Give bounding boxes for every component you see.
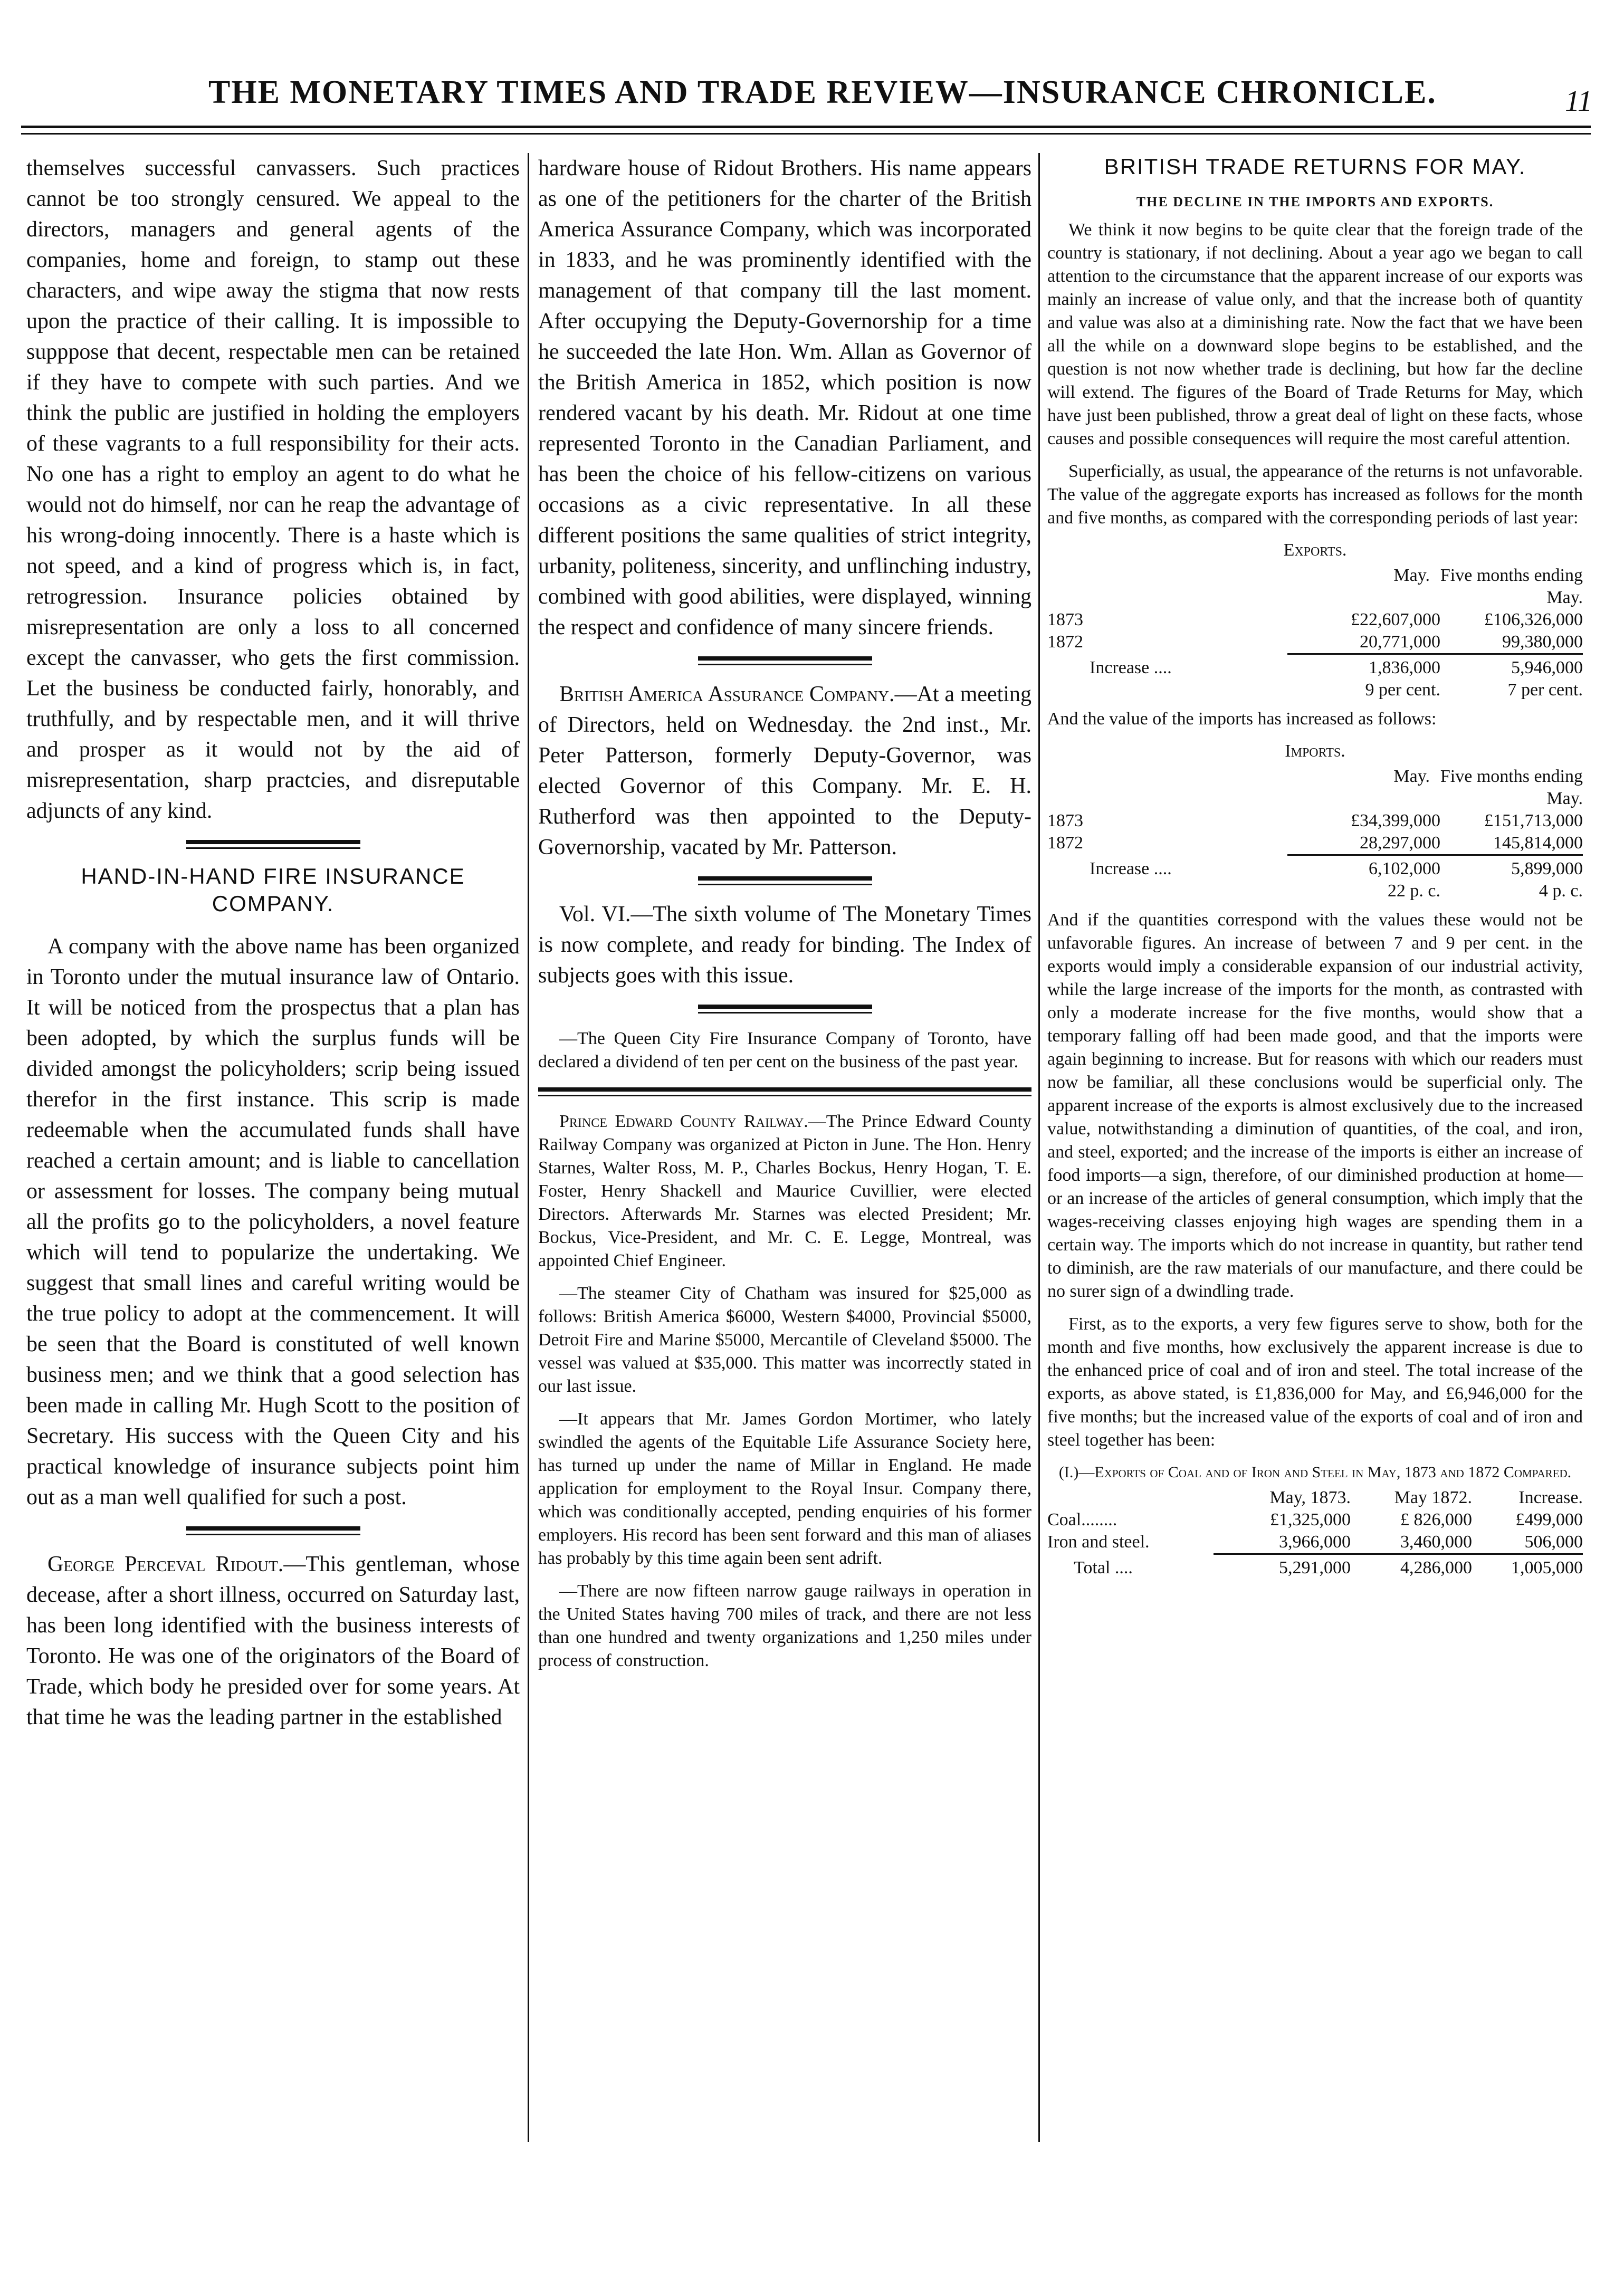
cell: £ 826,000 [1400, 1510, 1472, 1529]
row-label: Increase .... [1090, 859, 1172, 878]
column-rule-2 [1038, 153, 1040, 2142]
section-divider [698, 876, 872, 885]
column-3 [1047, 153, 1583, 2143]
cell: 4,286,000 [1400, 1558, 1472, 1577]
row-label: Total .... [1074, 1558, 1133, 1577]
cell: 6,102,000 [1369, 859, 1440, 878]
sum-rule [1287, 653, 1583, 655]
table-row [1047, 609, 1583, 631]
cell: 28,297,000 [1360, 833, 1440, 853]
column-header: May. [1393, 566, 1430, 585]
article-body: —At a meeting of Directors, held on Wednesday. the 2nd inst., Mr. Peter Patterson, formerly Deputy-Governor, was elected Governor of this Company. Mr. E. H. Rutherford was then appointed to the Deputy-Governorship, vacated by Mr. Patterson. [538, 682, 1031, 859]
article-lead: British America Assurance Company. [559, 682, 895, 706]
column-1 [26, 153, 520, 2143]
article-paragraph: themselves successful canvassers. Such practices cannot be too strongly censured. We appeal to the directors, managers and general agents of the companies, home and foreign, to stamp out these characters, and wipe away the stigma that now rests upon the practice of their calling. It is impossible to supppose that decent, respectable men can be retained if they have to compete with such parties. And we think the public are justified in holding the employers of these vagrants to a full responsibility for their acts. No one has a right to employ an agent to do what he would not do himself, nor can he reap the advantage of his wrong-doing innocently. There is a haste which is not speed, and a kind of progress which is, in fact, retrogression. Insurance policies obtained by misrepresentation are only a loss to all concerned except the canvasser, who gets the first commission. Let the business be conducted fairly, honorably, and truthfully, and by respectable men, and it will thrive and prosper as it would not by the aid of misrepresentation, sharp practcies, and disreputable adjuncts of any kind. [26, 156, 520, 823]
column-header: Five months ending May. [1440, 566, 1583, 607]
row-label: 1872 [1047, 632, 1083, 652]
cell: 22 p. c. [1387, 881, 1440, 901]
article-paragraph: And if the quantities correspond with the values these would not be unfavorable figures. An increase of between 7 and 9 per cent. in the exports would imply a considerable expansion of our industrial activity, while the large increase of the imports for the month, as contrasted with only a moderate increase for the five months, would show that a temporary falling off had been made good, and that the imports were again beginning to increase. But for reasons with which our readers must now be familiar, all these conclusions would be superficial only. The apparent increase of the exports is almost exclusively due to the increased value, notwithstanding a diminution of quantities, of the coal, and iron, and steel, exported; and the increase of the imports is either an increase of food imports—a sign, therefore, of our diminished production at home—or an increase of the articles of general consumption, which imply that the wages-receiving classes enjoying high wages are spending them in a certain way. The imports which do not increase in quantity, but rather tend to diminish, are the raw materials of our manufacture, and there could be no surer sign of a dwindling trade. [1047, 910, 1583, 1301]
table-title: Exports. [1283, 540, 1347, 560]
section-divider [186, 840, 360, 849]
article-paragraph: —There are now fifteen narrow gauge railways in operation in the United States having 700 miles of track, and there are not less than one hundred and twenty organizations and 1,250 miles under process of construction. [538, 1581, 1031, 1670]
masthead [0, 0, 1624, 132]
table-title: Imports. [1285, 741, 1345, 761]
article-body: —This gentleman, whose decease, after a short illness, occurred on Saturday last, has been long identified with the business interests of Toronto. He was one of the originators of the Board of Trade, which body he presided over for some years. At that time he was the leading partner in the established [26, 1552, 520, 1729]
article-paragraph: —It appears that Mr. James Gordon Mortimer, who lately swindled the agents of the Equitable Life Assurance Society here, has turned up under the name of Millar in England. He made application for employment to the Royal Insur. Company there, which was conditionally accepted, pending enquiries of his former employers. His record has been sent forward and this man of aliases has probably by this time again been sent adrift. [538, 1409, 1031, 1568]
section-divider [538, 1087, 1031, 1096]
column-header: Increase. [1518, 1488, 1583, 1507]
article-subheading: THE DECLINE IN THE IMPORTS AND EXPORTS. [1136, 194, 1494, 209]
table-row-total [1047, 1557, 1583, 1579]
cell: £1,325,000 [1270, 1510, 1351, 1529]
table-row-increase [1047, 858, 1583, 880]
cell: 506,000 [1524, 1532, 1583, 1552]
article-lead: George Perceval Ridout. [47, 1552, 284, 1576]
article-paragraph: Superficially, as usual, the appearance of the returns is not unfavorable. The value of the aggregate exports has increased as follows for the month and five months, as compared with the corresponding periods of last year: [1047, 462, 1583, 528]
cell: 20,771,000 [1360, 632, 1440, 652]
article-lead: Prince Edward County Railway. [559, 1112, 808, 1131]
row-label: Coal........ [1047, 1510, 1117, 1529]
cell: 3,460,000 [1400, 1532, 1472, 1552]
table-row-percent [1047, 679, 1583, 701]
masthead-rule-top [21, 126, 1591, 128]
cell: 3,966,000 [1279, 1532, 1351, 1552]
cell: 5,291,000 [1279, 1558, 1351, 1577]
cell: 99,380,000 [1502, 632, 1583, 652]
cell: £151,713,000 [1484, 811, 1583, 830]
cell: 1,005,000 [1511, 1558, 1583, 1577]
column-header: May 1872. [1394, 1488, 1472, 1507]
imports-table [1047, 740, 1583, 902]
table-header [1047, 766, 1583, 810]
cell: £22,607,000 [1351, 610, 1440, 629]
article-paragraph: A company with the above name has been organized in Toronto under the mutual insurance law of Ontario. It will be noticed from the prospectus that a plan has been adopted, by which the surplus funds will be divided amongst the policyholders; scrip being issued therefor in the first instance. This scrip is made redeemable when the accumulated funds shall have reached a certain amount; and is liable to cancellation or assessment for losses. The company being mutual all the profits go to the policyholders, a novel feature which will tend to popularize the undertaking. We suggest that small lines and careful writing would be the true policy to adopt at the commencement. It will be seen that the Board is constituted of well known business men; and we think that a good selection has been made in calling Mr. Hugh Scott to the position of Secretary. His success with the Queen City and his practical knowledge of insurance subjects point him out as a man well qualified for such a post. [26, 934, 520, 1509]
row-label: Iron and steel. [1047, 1532, 1150, 1552]
cell: 1,836,000 [1369, 658, 1440, 677]
section-divider [186, 1526, 360, 1535]
page-number: 11 [1565, 85, 1592, 118]
cell: 145,814,000 [1493, 833, 1583, 853]
exports-table [1047, 539, 1583, 701]
article-heading: BRITISH TRADE RETURNS FOR MAY. [1104, 154, 1526, 179]
section-divider [698, 656, 872, 665]
coal-iron-table [1047, 1461, 1583, 1579]
cell: 5,899,000 [1511, 859, 1583, 878]
article-paragraph [26, 1549, 520, 1733]
table-row [1047, 832, 1583, 854]
row-label: Increase .... [1090, 658, 1172, 677]
cell: 5,946,000 [1511, 658, 1583, 677]
masthead-rule-bottom [21, 133, 1591, 135]
sum-rule [1287, 854, 1583, 856]
article-paragraph: First, as to the exports, a very few figures serve to show, both for the month and five months, how exclusively the apparent increase is due to the enhanced price of coal and of iron and steel. The total increase of the exports, as above stated, is £1,836,000 for May, and £6,946,000 for the five months; but the increased value of the exports of coal and of iron and steel together has been: [1047, 1314, 1583, 1450]
table-header [1047, 565, 1583, 609]
column-rule-1 [528, 153, 529, 2142]
article-paragraph: Vol. VI.—The sixth volume of The Monetary Times is now complete, and ready for binding. The Index of subjects goes with this issue. [538, 902, 1031, 988]
column-header: May, 1873. [1269, 1488, 1351, 1507]
cell: £34,399,000 [1351, 811, 1440, 830]
table-row [1047, 1509, 1583, 1531]
cell: 4 p. c. [1539, 881, 1583, 901]
column-2 [538, 153, 1031, 2143]
cell: 9 per cent. [1365, 680, 1440, 700]
article-paragraph: We think it now begins to be quite clear that the foreign trade of the country is stationary, if not declining. About a year ago we began to call attention to the circumstance that the apparent increase of our exports was mainly an increase of value only, and that the increase both of quantity and value was also at a diminishing rate. Now the fact that we have been all the while on a downward slope begins to be established, and the question is not now whether trade is declining, but how far the decline will extend. The figures of the Board of Trade Returns for May, which have just been published, throw a great deal of light on these facts, whose causes and possible consequences will require the most careful attention. [1047, 220, 1583, 448]
cell: 7 per cent. [1507, 680, 1583, 700]
table-row [1047, 631, 1583, 653]
column-header: May. [1393, 767, 1430, 786]
table-row-percent [1047, 880, 1583, 902]
article-paragraph: —The Queen City Fire Insurance Company of Toronto, have declared a dividend of ten per cent on the business of the past year. [538, 1029, 1031, 1072]
row-label: 1873 [1047, 811, 1083, 830]
sum-rule [1214, 1553, 1583, 1555]
table-header [1047, 1487, 1583, 1509]
masthead-title: THE MONETARY TIMES AND TRADE REVIEW—INSURANCE CHRONICLE. [208, 74, 1437, 110]
article-paragraph: And the value of the imports has increased as follows: [1047, 709, 1437, 729]
article-paragraph: hardware house of Ridout Brothers. His name appears as one of the petitioners for the charter of the British America Assurance Company, which was incorporated in 1833, and he was prominently identified with the management of that company till the last moment. After occupying the Deputy-Governorship for a time he succeeded the late Hon. Wm. Allan as Governor of the British America in 1852, which position is now rendered vacant by his death. Mr. Ridout at one time represented Toronto in the Canadian Parliament, and has been the choice of his fellow-citizens on various occasions as a civic representative. In all these different positions the same qualities of strict integrity, urbanity, politeness, sincerity, and unflinching industry, combined with good abilities, were displayed, winning the respect and confidence of many sincere friends. [538, 156, 1031, 639]
article-paragraph: —The steamer City of Chatham was insured for $25,000 as follows: British America $6000, Western $4000, Provincial $5000, Detroit Fire and Marine $5000, Mercantile of Cleveland $5000. The vessel was valued at $35,000. This matter was incorrectly stated in our last issue. [538, 1284, 1031, 1396]
row-label: 1873 [1047, 610, 1083, 629]
article-heading: HAND-IN-HAND FIRE INSURANCE COMPANY. [81, 864, 465, 916]
table-row-increase [1047, 657, 1583, 679]
row-label: 1872 [1047, 833, 1083, 853]
column-header: Five months ending May. [1440, 767, 1583, 808]
table-row [1047, 1531, 1583, 1553]
article-body: —The Prince Edward County Railway Company was organized at Picton in June. The Hon. Henry Starnes, Walter Ross, M. P., Charles Bockus, Henry Hogan, T. E. Foster, Henry Shackell and Maurice Cuvillier, were elected Directors. Afterwards Mr. Starnes was elected President; Mr. Bockus, Vice-President, and Mr. C. E. Legge, Montreal, was appointed Chief Engineer. [538, 1112, 1031, 1270]
table-title: (I.)—Exports of Coal and of Iron and Steel in May, 1873 and 1872 Compared. [1058, 1464, 1572, 1481]
section-divider [698, 1005, 872, 1014]
cell: £106,326,000 [1484, 610, 1583, 629]
table-row [1047, 810, 1583, 832]
article-paragraph [538, 1110, 1031, 1273]
article-paragraph [538, 679, 1031, 863]
cell: £499,000 [1515, 1510, 1583, 1529]
